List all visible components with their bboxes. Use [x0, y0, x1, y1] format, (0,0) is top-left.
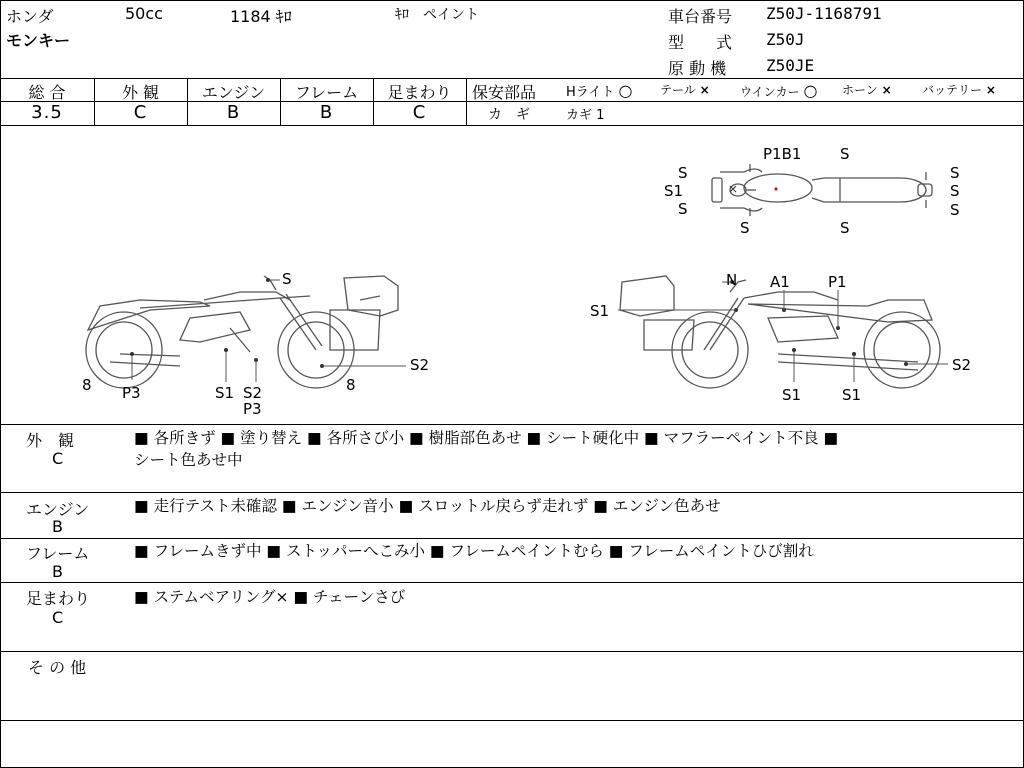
- mark-left-8-rear: 8: [346, 376, 356, 394]
- section-text-frame: ■ フレームきず中 ■ ストッパーへこみ小 ■ フレームペイントむら ■ フレームペイントひび割れ: [134, 542, 814, 560]
- grade-label-frame: フレーム: [294, 83, 359, 102]
- displacement: 50cc: [125, 4, 163, 23]
- section-text-suspension: ■ ステムベアリング× ■ チェーンさび: [134, 588, 406, 606]
- grade-label-overall: 総 合: [28, 83, 66, 102]
- section-label-frame: フレーム: [26, 544, 90, 563]
- mark-top-s-6: S: [950, 164, 960, 182]
- safety-item-headlight: Hライト ○: [566, 81, 633, 100]
- mileage: 1184 ｷﾛ: [230, 7, 292, 26]
- frame-no: Z50J-1168791: [766, 4, 882, 23]
- section-grade-exterior: C: [52, 449, 64, 468]
- mark-left-s2: S2: [410, 356, 430, 374]
- mark-top-s1: S1: [664, 182, 684, 200]
- key-value: カギ 1: [566, 108, 605, 123]
- section-grade-suspension: C: [52, 608, 64, 627]
- mark-top-s-2: S: [678, 164, 688, 182]
- mark-right-s1-left: S1: [590, 302, 610, 320]
- grade-value-suspension: C: [412, 102, 427, 123]
- key-label: カ ギ: [488, 107, 530, 123]
- grade-label-suspension: 足まわり: [387, 83, 452, 102]
- mark-right-n: N: [726, 271, 738, 289]
- mark-top-s-4: S: [740, 219, 750, 237]
- safety-label: 保安部品: [472, 83, 537, 102]
- mark-left-s2-lower: S2: [243, 384, 263, 402]
- mark-left-s1: S1: [215, 384, 235, 402]
- section-label-engine: エンジン: [26, 500, 90, 519]
- grade-value-engine: B: [226, 102, 241, 123]
- mark-top-s-7: S: [950, 182, 960, 200]
- section-grade-frame: B: [52, 562, 63, 581]
- bike-top-view: [690, 158, 970, 222]
- engine-label: 原 動 機: [668, 59, 727, 78]
- safety-item-horn: ホーン ×: [842, 83, 892, 97]
- section-text-engine: ■ 走行テスト未確認 ■ エンジン音小 ■ スロットル戻らず走れず ■ エンジン色あせ: [134, 497, 721, 515]
- mark-top-s-3: S: [678, 200, 688, 218]
- model-code: Z50J: [766, 30, 805, 49]
- mark-top-s-5: S: [840, 219, 850, 237]
- mark-top-s-1: S: [840, 145, 850, 163]
- mark-right-a1: A1: [770, 273, 790, 291]
- mark-top-s-8: S: [950, 201, 960, 219]
- safety-item-battery: バッテリー ×: [922, 83, 996, 97]
- grade-value-exterior: C: [133, 102, 148, 123]
- engine-code: Z50JE: [766, 56, 815, 75]
- safety-item-winker: ウインカー ○: [740, 81, 818, 100]
- mark-left-s: S: [282, 270, 292, 288]
- mark-right-s2: S2: [952, 356, 972, 374]
- grade-label-exterior: 外 観: [121, 83, 160, 102]
- mark-right-s1-b: S1: [842, 386, 862, 404]
- grade-value-overall: 3.5: [31, 102, 63, 123]
- mark-left-p3-lower: P3: [243, 400, 262, 418]
- section-label-other: そ の 他: [28, 658, 87, 677]
- model-name: モンキー: [6, 31, 71, 50]
- grade-label-engine: エンジン: [201, 83, 266, 102]
- maker: ホンダ: [6, 7, 54, 26]
- bike-left-view: [80, 270, 410, 390]
- model-code-label: 型 式: [668, 33, 733, 52]
- section-grade-engine: B: [52, 517, 63, 536]
- mark-right-p1: P1: [828, 273, 847, 291]
- mark-top-p1b1: P1B1: [763, 145, 802, 163]
- section-text-exterior-2: シート色あせ中: [134, 451, 243, 469]
- section-label-suspension: 足まわり: [26, 589, 91, 608]
- mark-left-8-front: 8: [82, 376, 92, 394]
- mark-left-p3: P3: [122, 384, 141, 402]
- safety-item-tail: テール ×: [660, 83, 710, 97]
- mark-right-s1-a: S1: [782, 386, 802, 404]
- section-label-exterior: 外 観: [26, 431, 75, 450]
- grade-value-frame: B: [319, 102, 334, 123]
- section-text-exterior-1: ■ 各所きず ■ 塗り替え ■ 各所さび小 ■ 樹脂部色あせ ■ シート硬化中 ■ マフラーペイント不良 ■: [134, 429, 839, 447]
- unit-note: ｷﾛ ペイント: [395, 7, 479, 23]
- frame-no-label: 車台番号: [668, 7, 733, 26]
